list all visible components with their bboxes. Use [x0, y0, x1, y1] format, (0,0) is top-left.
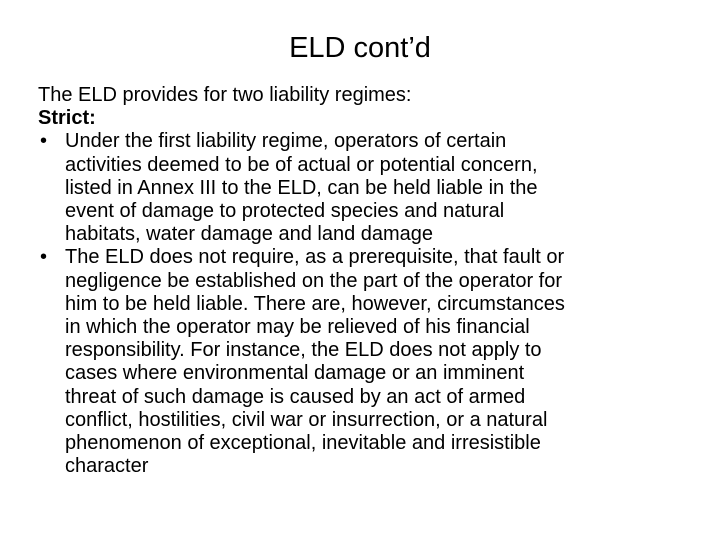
bullet-line: Under the first liability regime, operators of certain — [65, 130, 507, 153]
bullet-line: listed in Annex III to the ELD, can be held liable in the — [65, 176, 538, 199]
bullet-line: event of damage to protected species and natural — [65, 200, 505, 223]
slide-title: ELD cont’d — [289, 32, 431, 64]
bullet-item-2 — [38, 246, 678, 478]
bullet-text-2 — [65, 246, 678, 478]
bullet-line: responsibility. For instance, the ELD does not apply to — [65, 339, 542, 362]
intro-text: The ELD provides for two liability regimes: — [38, 84, 412, 106]
bullet-text-1 — [65, 130, 678, 246]
bullet-item-1 — [38, 130, 678, 246]
slide-body — [38, 84, 678, 478]
bullet-marker: • — [40, 246, 48, 269]
bullet-line: habitats, water damage and land damage — [65, 223, 434, 246]
bullet-line: activities deemed to be of actual or potential concern, — [65, 153, 538, 176]
bullet-line: cases where environmental damage or an imminent — [65, 362, 525, 385]
bullet-line: negligence be established on the part of the operator for — [65, 269, 563, 292]
bullet-line: threat of such damage is caused by an act of armed — [65, 385, 526, 408]
bullet-line: character — [65, 455, 149, 478]
bullet-marker: • — [40, 130, 48, 153]
subheading-strict: Strict: — [38, 107, 96, 130]
bullet-line: phenomenon of exceptional, inevitable and irresistible — [65, 432, 541, 455]
bullet-line: in which the operator may be relieved of his financial — [65, 316, 530, 339]
bullet-line: The ELD does not require, as a prerequisite, that fault or — [65, 246, 565, 269]
bullet-line: conflict, hostilities, civil war or insurrection, or a natural — [65, 408, 548, 431]
bullet-line: him to be held liable. There are, however, circumstances — [65, 292, 565, 315]
